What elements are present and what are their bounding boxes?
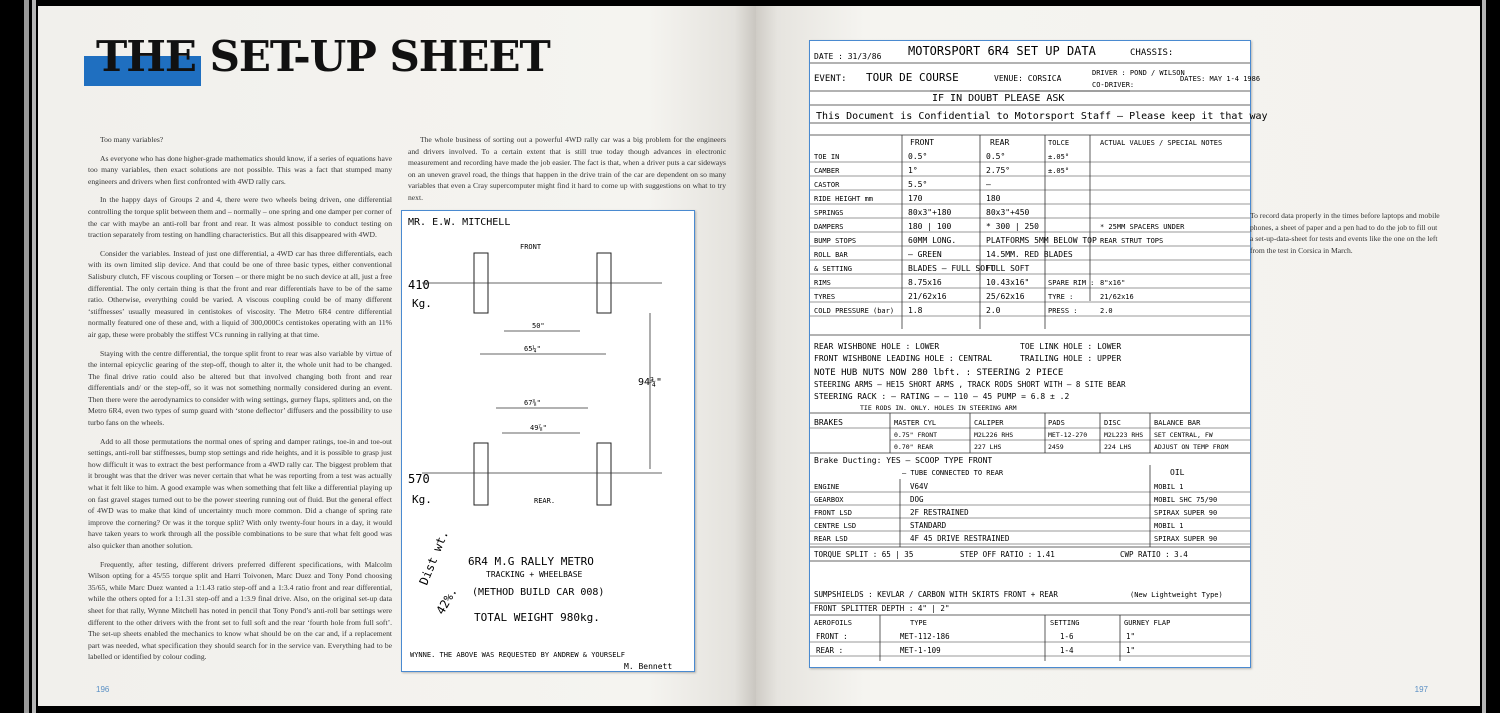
paragraph: In the happy days of Groups 2 and 4, there were two wheels being driven, one differential controlling the torque split between them and – normally – one spring and one damper per corner of the car with maybe an anti-roll bar front and rear. It was almost possible to conduct testing on traction separately from testing on handling characteristics. But all this disappeared with 4WD. [88, 195, 392, 240]
brake-rear-value: 0.70" REAR [894, 443, 934, 451]
brake-front-value: MET-12-270 [1048, 431, 1088, 439]
brake-front-value: M2L223 RHS [1104, 431, 1144, 439]
dim-wheelbase: 94¾" [638, 377, 663, 388]
aero-row-value: REAR : [816, 646, 844, 655]
drivetrain-oil: MOBIL 1 [1154, 483, 1184, 491]
page-edge-stripe [32, 0, 36, 713]
aero-row-value: 1" [1126, 646, 1136, 655]
drivetrain-label: FRONT LSD [814, 509, 852, 517]
open-book [38, 6, 1480, 706]
drivetrain-value: 4F 45 DRIVE RESTRAINED [910, 534, 1010, 543]
text-column-1 [88, 134, 392, 670]
rear-right-wheel [597, 443, 611, 505]
setup-row-front: BLADES – FULL SOFT [908, 264, 995, 273]
if-in-doubt: IF IN DOUBT PLEASE ASK [932, 93, 1065, 104]
setup-row-rear: 180 [986, 194, 1001, 203]
aero-gurney: GURNEY FLAP [1124, 619, 1171, 627]
setup-row-tolerance: TYRE : [1048, 293, 1074, 301]
setup-row-front: 60MM LONG. [908, 236, 957, 245]
front-wishbone: FRONT WISHBONE LEADING HOLE : CENTRAL [814, 354, 993, 363]
brake-rear-value: 2459 [1048, 443, 1064, 451]
cwp-ratio: CWP RATIO : 3.4 [1120, 550, 1188, 559]
setup-row-label: RIMS [814, 279, 831, 287]
setup-row-front: 0.5° [908, 152, 928, 161]
page-edge-stripe [24, 0, 29, 713]
car-title: 6R4 M.G RALLY METRO [468, 555, 594, 568]
drivetrain-oil: MOBIL SHC 75/90 [1154, 496, 1218, 504]
page-title: THE SET-UP SHEET [96, 32, 550, 81]
label-rear: REAR. [534, 497, 556, 505]
setup-row-label: SPRINGS [814, 209, 844, 217]
tracking-drawing [402, 211, 694, 671]
drivetrain-value: V64V [910, 482, 929, 491]
setup-row-front: 80x3"+180 [908, 208, 952, 217]
distribution-note: Dist wt. [416, 528, 452, 587]
event-label: EVENT: [814, 74, 847, 84]
drawing-header: MR. E.W. MITCHELL [408, 217, 511, 228]
setup-row-front: 21/62x16 [908, 292, 947, 301]
hub-nuts-note: NOTE HUB NUTS NOW 280 lbft. : STEERING 2 PIECE [814, 368, 1064, 378]
setup-row-tolerance: SPARE RIM : [1048, 279, 1095, 287]
col-tolerance: TOLCE [1048, 139, 1070, 147]
method-note: (METHOD BUILD CAR 008) [472, 587, 605, 598]
figure-caption: To record data properly in the times before laptops and mobile phones, a sheet of paper and a pen had to do the job to fill out a set-up-data-sheet for tests and events like the one on the left from the test in Corsica in March. [1250, 211, 1440, 255]
setup-data-sheet [809, 40, 1268, 668]
brake-col-header: PADS [1048, 419, 1065, 427]
col-rear: REAR [990, 138, 1010, 147]
drivetrain-value: DOG [910, 495, 924, 504]
rear-weight: 570 [408, 472, 430, 486]
setup-row-note: 2.0 [1100, 307, 1113, 315]
sheet-title: MOTORSPORT 6R4 SET UP DATA [908, 44, 1096, 58]
brake-col-header: MASTER CYL [894, 419, 937, 427]
dim-67: 67⅜" [524, 399, 541, 407]
setup-row-label: DAMPERS [814, 223, 844, 231]
front-splitter: FRONT SPLITTER DEPTH : 4" | 2" [814, 604, 950, 613]
setup-row-label: TOE IN [814, 153, 840, 161]
setup-row-label: TYRES [814, 293, 836, 301]
brake-ducting: Brake Ducting: YES – SCOOP TYPE FRONT [814, 456, 993, 465]
setup-row-rear: 2.0 [986, 306, 1001, 315]
setup-row-front: 180 | 100 [908, 222, 952, 231]
setup-row-label: RIDE HEIGHT mm [814, 195, 874, 203]
brake-rear-value: 227 LHS [974, 443, 1002, 451]
setup-row-tolerance: ±.05° [1048, 167, 1070, 175]
setup-row-rear: FULL SOFT [986, 264, 1030, 273]
paragraph: Frequently, after testing, different drivers preferred different specifications, with Malcolm Wilson opting for a 45/55 torque split and Harri Toivonen, Marc Duez and Tony Pond choosing 35/65, while Marc Duez wanted a 1:1.43 ratio step-off and a 1:3.4 ratio front and rear differential, while the others opted for a 1:1.31 step-off and a 1:3.9 final drive. Also, on the original set-up data sheet for that rally, Wynne Mitchell has noted in pencil that Tony Pond’s anti-roll bar settings were different to the other drivers with the front set to full soft and the rear ‘fourth hole from full soft’. The set-up sheets enabled the mechanics to know what should be on the car and, if a replacement part was needed, what specification they should search for in the service van. Everything had to be labelled or identified by colour coding. [88, 559, 392, 662]
brake-rear-value: 224 LHS [1104, 443, 1132, 451]
dim-49: 49⅞" [530, 424, 547, 432]
setup-row-rear: 80x3"+450 [986, 208, 1030, 217]
drivetrain-oil: MOBIL 1 [1154, 522, 1184, 530]
drivetrain-value: STANDARD [910, 521, 947, 530]
setup-row-note: 21/62x16 [1100, 293, 1134, 301]
drivetrain-label: CENTRE LSD [814, 522, 857, 530]
drivetrain-label: REAR LSD [814, 535, 848, 543]
rear-wishbone: REAR WISHBONE HOLE : LOWER [814, 342, 940, 351]
setup-row-front: 1.8 [908, 306, 923, 315]
event-value: TOUR DE COURSE [866, 71, 959, 84]
page-number-left: 196 [96, 685, 110, 694]
col-actual: ACTUAL VALUES / SPECIAL NOTES [1100, 139, 1223, 147]
setup-row-rear: 14.5MM. RED BLADES [986, 250, 1073, 259]
setup-row-rear: 25/62x16 [986, 292, 1025, 301]
brake-front-value: SET CENTRAL, FW [1154, 431, 1213, 439]
paragraph: The whole business of sorting out a powerful 4WD rally car was a big problem for the engineers and drivers involved. To a certain extent that is still true today though advances in electronic measurement and recording have made the job easier. The fact is that, when a driver puts a car sideways on an uneven gravel road, the things that happen in the drive train of the car are dependent on so many variables that even a Cray supercomputer might find it hard to come up with suggestions on what to try next. [408, 135, 726, 202]
paragraph: As everyone who has done higher-grade mathematics should know, if a series of equations have too many variables, then exact solutions are not possible. This was a fact that stumped many engineers and drivers when first confronted with 4WD rally cars. [88, 153, 392, 186]
setup-row-note: * 25MM SPACERS UNDER [1100, 223, 1185, 231]
sheet-chassis: CHASSIS: [1130, 48, 1174, 58]
aero-row-value: 1-4 [1060, 646, 1074, 655]
aero-row-value: MET-1-109 [900, 646, 941, 655]
aero-row-value: 1" [1126, 632, 1136, 641]
drivetrain-label: GEARBOX [814, 496, 844, 504]
tracking-drawing-sheet [401, 210, 695, 672]
drivetrain-oil: SPIRAX SUPER 90 [1154, 535, 1218, 543]
confidential-note: This Document is Confidential to Motorsport Staff – Please keep it that way [816, 111, 1268, 122]
aero-setting: SETTING [1050, 619, 1080, 627]
rear-left-wheel [474, 443, 488, 505]
aero-row-value: FRONT : [816, 632, 848, 641]
setup-row-label: BUMP STOPS [814, 237, 857, 245]
signature: M. Bennett [624, 662, 673, 671]
setup-row-front: 1° [908, 166, 918, 175]
dim-65: 65¼" [524, 345, 541, 353]
brakes-label: BRAKES [814, 418, 843, 427]
setup-row-rear: — [986, 180, 991, 189]
paragraph: Too many variables? [100, 135, 164, 144]
driver: DRIVER : POND / WILSON [1092, 69, 1185, 77]
setup-row-front: 170 [908, 194, 923, 203]
aero-type: TYPE [910, 619, 927, 627]
codriver: CO-DRIVER: [1092, 81, 1135, 89]
col-front: FRONT [910, 138, 935, 147]
paragraph: Add to all those permutations the normal ones of spring and damper ratings, toe-in and toe-out settings, anti-roll bar stiffnesses, bump stop settings and ride heights, and it is possible to grasp just how difficult it was to extract the best performance from a 4WD rally car. The biggest problem that it brought was that the driver was never certain that what he was reporting from a test was actually what it felt like to him. A good example was when something that felt like a differential playing up on fast gravel stages turned out to be the power steering running out of fluid. But the general effect of 4WD was to make that kind of uncertainty much more common. Did a change of spring rate improve the cornering? Or was it the torque split? With only twenty-four hours in a day, it would have taken years to work through all the possible combinations to be sure that what felt good was also quicker than another solution. [88, 436, 392, 550]
setup-row-label: CAMBER [814, 167, 840, 175]
drawing-footer: WYNNE. THE ABOVE WAS REQUESTED BY ANDREW & YOURSELF [410, 651, 625, 659]
venue: VENUE: CORSICA [994, 74, 1062, 83]
oil-header: OIL [1170, 468, 1185, 477]
brake-col-header: DISC [1104, 419, 1121, 427]
distribution-percent: 42%. [433, 584, 460, 617]
drivetrain-value: 2F RESTRAINED [910, 508, 969, 517]
left-page [38, 6, 756, 706]
setup-row-label: COLD PRESSURE (bar) [814, 307, 895, 315]
sumpshields-note: (New Lightweight Type) [1130, 591, 1223, 599]
setup-row-rear: 2.75° [986, 166, 1011, 175]
setup-row-tolerance: PRESS : [1048, 307, 1078, 315]
step-off-ratio: STEP OFF RATIO : 1.41 [960, 550, 1055, 559]
drivetrain-label: ENGINE [814, 483, 840, 491]
brake-ducting-2: – TUBE CONNECTED TO REAR [902, 469, 1004, 477]
brake-col-header: BALANCE BAR [1154, 419, 1201, 427]
setup-row-front: 5.5° [908, 180, 928, 189]
label-front: FRONT [520, 243, 542, 251]
car-subtitle: TRACKING + WHEELBASE [486, 570, 583, 579]
front-weight-unit: Kg. [412, 297, 432, 310]
dim-50: 50" [532, 322, 545, 330]
text-column-2 [408, 134, 726, 211]
setup-row-label: CASTOR [814, 181, 840, 189]
aerofoils-label: AEROFOILS [814, 619, 852, 627]
sumpshields: SUMPSHIELDS : KEVLAR / CARBON WITH SKIRTS FRONT + REAR [814, 590, 1058, 599]
right-page [756, 6, 1480, 706]
setup-row-front: — GREEN [908, 250, 942, 259]
brake-col-header: CALIPER [974, 419, 1004, 427]
trailing-hole: TRAILING HOLE : UPPER [1020, 354, 1122, 363]
aero-row-value: 1-6 [1060, 632, 1074, 641]
setup-row-label: ROLL BAR [814, 251, 848, 259]
brake-rear-value: ADJUST ON TEMP FROM [1154, 443, 1229, 451]
drivetrain-oil: SPIRAX SUPER 90 [1154, 509, 1218, 517]
setup-row-rear: 10.43x16" [986, 278, 1030, 287]
page-number-right: 197 [1414, 685, 1428, 694]
setup-row-note: REAR STRUT TOPS [1100, 237, 1164, 245]
front-weight: 410 [408, 278, 430, 292]
setup-row-front: 8.75x16 [908, 278, 942, 287]
steering-rack: STEERING RACK : – RATING – – 110 – 45 PUMP = 6.8 ± .2 [814, 392, 1070, 401]
sheet-date: DATE : 31/3/86 [814, 52, 882, 61]
setup-row-note: 8"x16" [1100, 279, 1126, 287]
setup-row-label: & SETTING [814, 265, 852, 273]
setup-sheet-form [810, 41, 1268, 667]
tie-rods: TIE RODS IN. ONLY. HOLES IN STEERING ARM [860, 404, 1017, 412]
setup-row-rear: 0.5° [986, 152, 1006, 161]
rear-weight-unit: Kg. [412, 493, 432, 506]
setup-row-rear: * 300 | 250 [986, 222, 1039, 231]
page-edge-stripe [1482, 0, 1486, 713]
aero-row-value: MET-112-186 [900, 632, 950, 641]
setup-row-rear: PLATFORMS 5MM BELOW TOP [986, 236, 1097, 245]
torque-split: TORQUE SPLIT : 65 | 35 [814, 550, 914, 559]
brake-front-value: M2L226 RHS [974, 431, 1014, 439]
steering-arms: STEERING ARMS – HE15 SHORT ARMS , TRACK RODS SHORT WITH – 8 SITE BEAR [814, 380, 1126, 389]
paragraph: Consider the variables. Instead of just one differential, a 4WD car has three differentials, each with its own limited slip device. And that could be one of three basic types, either conventional Salisbury clutch, FF viscous coupling or Torsen – or there might be no such device at all, just a free differential. The only certain thing is that the front and rear differentials have to be of the same ratio. Otherwise, everything could be varied. A viscous coupling could be of many different ‘stiffnesses’ usually measured in centistokes of viscosity. The Metro 6R4 centre differential normally featured one of these and, with a liquid of 300,000Cs centistokes operating with an 11% air gap, these were probably the stiffest VCs running in rallying at that time. [88, 248, 392, 339]
total-weight: TOTAL WEIGHT 980kg. [474, 611, 600, 624]
brake-front-value: 0.75" FRONT [894, 431, 938, 439]
dates: DATES: MAY 1-4 1986 [1180, 75, 1261, 83]
paragraph: Staying with the centre differential, the torque split front to rear was also variable by virtue of the internal epicyclic gearing of the step-off, though to alter it, the whole unit had to be changed. The final drive ratio could also be altered but that involved changing both front and rear differentials and/ or the step-off, so it was not something normally considered during an event. Then there were the aerodynamics to consider with wing settings, gurney flaps, splitters and, on the Metro 6R4, even two types of sump guard with ‘stone deflector’ diffusers and the possibility to use turbo fans on the wheels. [88, 348, 392, 428]
toe-link: TOE LINK HOLE : LOWER [1020, 342, 1122, 351]
setup-row-tolerance: ±.05° [1048, 153, 1070, 161]
